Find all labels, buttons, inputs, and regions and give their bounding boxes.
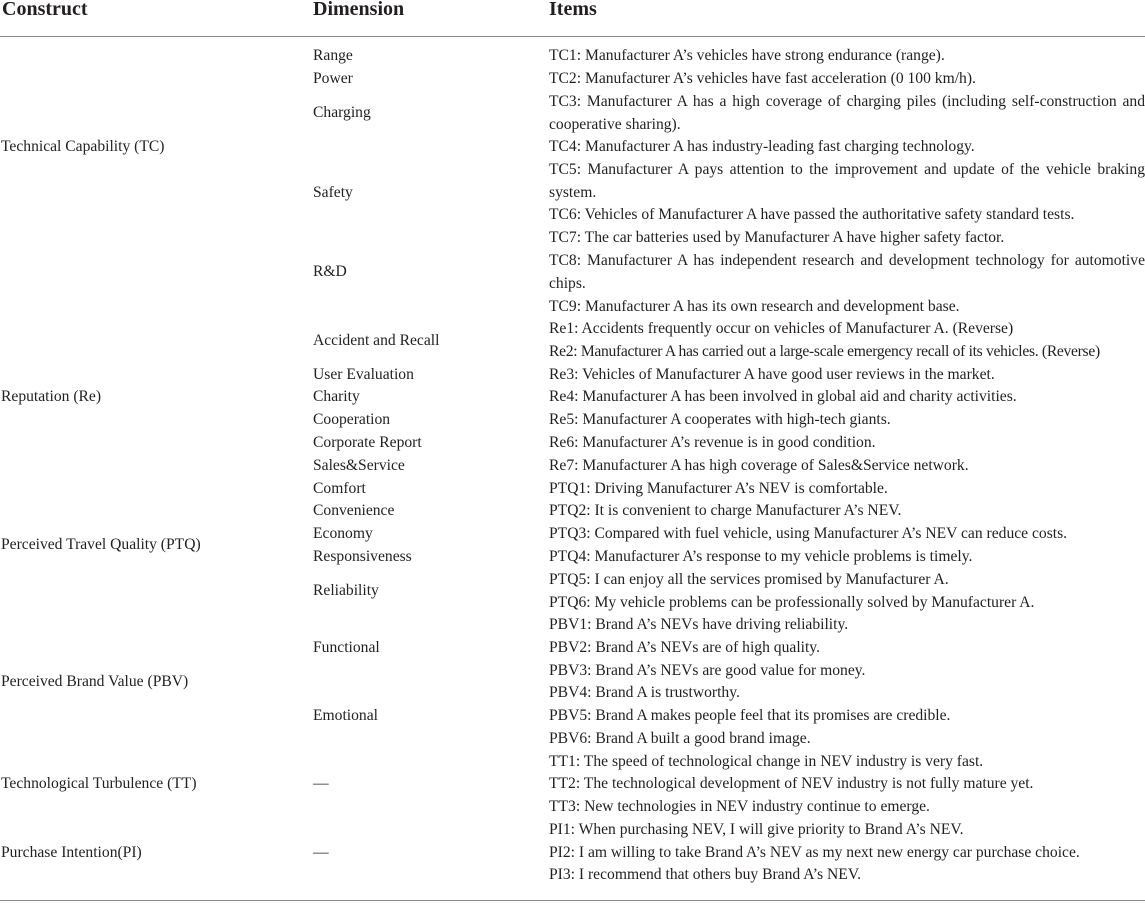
dimension-cell: Cooperation xyxy=(313,411,391,428)
dimension-cell: R&D xyxy=(313,263,347,280)
construct-cell: Reputation (Re) xyxy=(1,388,102,405)
header-items: Items xyxy=(549,0,597,20)
item-cell: TT3: New technologies in NEV industry continue to emerge. xyxy=(549,798,930,815)
dimension-cell: Corporate Report xyxy=(313,434,422,451)
item-cell: PBV2: Brand A’s NEVs are of high quality. xyxy=(549,639,820,656)
dimension-cell: Reliability xyxy=(313,582,379,599)
item-cell: Re4: Manufacturer A has been involved in global aid and charity activities. xyxy=(549,388,1017,405)
dimension-cell: — xyxy=(313,844,329,861)
dimension-cell: Convenience xyxy=(313,502,395,519)
item-cell: TC7: The car batteries used by Manufacturer A have higher safety factor. xyxy=(549,229,1005,246)
item-cell: PI3: I recommend that others buy Brand A’s NEV. xyxy=(549,866,861,883)
item-cell: TT1: The speed of technological change in NEV industry is very fast. xyxy=(549,753,984,770)
item-cell: Re1: Accidents frequently occur on vehicles of Manufacturer A. (Reverse) xyxy=(549,320,1014,337)
item-cell: PI1: When purchasing NEV, I will give priority to Brand A’s NEV. xyxy=(549,821,964,838)
bottom-rule xyxy=(0,900,1145,901)
item-cell: PTQ3: Compared with fuel vehicle, using Manufacturer A’s NEV can reduce costs. xyxy=(549,525,1068,542)
construct-cell: Purchase Intention(PI) xyxy=(1,844,142,861)
item-cell: TC2: Manufacturer A’s vehicles have fast acceleration (0 100 km/h). xyxy=(549,70,976,87)
item-cell: TT2: The technological development of NEV industry is not fully mature yet. xyxy=(549,775,1034,792)
item-cell: PTQ5: I can enjoy all the services promised by Manufacturer A. xyxy=(549,571,949,588)
item-cell: PBV3: Brand A’s NEVs are good value for money. xyxy=(549,662,866,679)
construct-cell: Perceived Brand Value (PBV) xyxy=(1,673,189,690)
item-cell: TC9: Manufacturer A has its own research and development base. xyxy=(549,298,960,315)
item-cell: Re6: Manufacturer A’s revenue is in good condition. xyxy=(549,434,876,451)
item-cell: PBV6: Brand A built a good brand image. xyxy=(549,730,811,747)
item-cell: TC1: Manufacturer A’s vehicles have strong endurance (range). xyxy=(549,47,945,64)
item-cell: PBV5: Brand A makes people feel that its promises are credible. xyxy=(549,707,951,724)
dimension-cell: User Evaluation xyxy=(313,366,414,383)
dimension-cell: Emotional xyxy=(313,707,378,724)
item-cell: TC5: Manufacturer A pays attention to the improvement and update of the vehicle braking system. xyxy=(549,161,1145,201)
header-construct: Construct xyxy=(2,0,88,20)
item-cell: TC4: Manufacturer A has industry-leading fast charging technology. xyxy=(549,138,975,155)
item-cell: TC8: Manufacturer A has independent research and development technology for automotive chips. xyxy=(549,252,1145,292)
item-cell: PI2: I am willing to take Brand A’s NEV as my next new energy car purchase choice. xyxy=(549,844,1080,861)
item-cell: PBV1: Brand A’s NEVs have driving reliability. xyxy=(549,616,849,633)
item-cell: PBV4: Brand A is trustworthy. xyxy=(549,684,740,701)
item-cell: PTQ4: Manufacturer A’s response to my vehicle problems is timely. xyxy=(549,548,973,565)
construct-cell: Technological Turbulence (TT) xyxy=(1,775,197,792)
dimension-cell: Responsiveness xyxy=(313,548,412,565)
dimension-cell: Accident and Recall xyxy=(313,332,440,349)
dimension-cell: Economy xyxy=(313,525,373,542)
dimension-cell: Charging xyxy=(313,104,371,121)
item-cell: PTQ6: My vehicle problems can be professionally solved by Manufacturer A. xyxy=(549,594,1035,611)
item-cell: Re5: Manufacturer A cooperates with high-tech giants. xyxy=(549,411,891,428)
dimension-cell: Charity xyxy=(313,388,360,405)
dimension-cell: Sales&Service xyxy=(313,457,405,474)
dimension-cell: — xyxy=(313,775,329,792)
dimension-cell: Functional xyxy=(313,639,380,656)
item-cell: Re3: Vehicles of Manufacturer A have good user reviews in the market. xyxy=(549,366,995,383)
item-cell: TC3: Manufacturer A has a high coverage of charging piles (including self-construction and cooperative sharing). xyxy=(549,93,1145,133)
dimension-cell: Range xyxy=(313,47,353,64)
construct-cell: Perceived Travel Quality (PTQ) xyxy=(1,536,201,553)
construct-cell: Technical Capability (TC) xyxy=(1,138,165,155)
dimension-cell: Power xyxy=(313,70,353,87)
item-cell: TC6: Vehicles of Manufacturer A have passed the authoritative safety standard tests. xyxy=(549,206,1075,223)
header-rule xyxy=(0,36,1145,37)
item-cell: Re2: Manufacturer A has carried out a large-scale emergency recall of its vehicles. (Reverse) xyxy=(549,343,1100,360)
item-cell: PTQ1: Driving Manufacturer A’s NEV is comfortable. xyxy=(549,480,888,497)
dimension-cell: Safety xyxy=(313,184,353,201)
item-cell: PTQ2: It is convenient to charge Manufacturer A’s NEV. xyxy=(549,502,902,519)
item-cell: Re7: Manufacturer A has high coverage of Sales&Service network. xyxy=(549,457,969,474)
header-dimension: Dimension xyxy=(313,0,405,20)
dimension-cell: Comfort xyxy=(313,480,366,497)
